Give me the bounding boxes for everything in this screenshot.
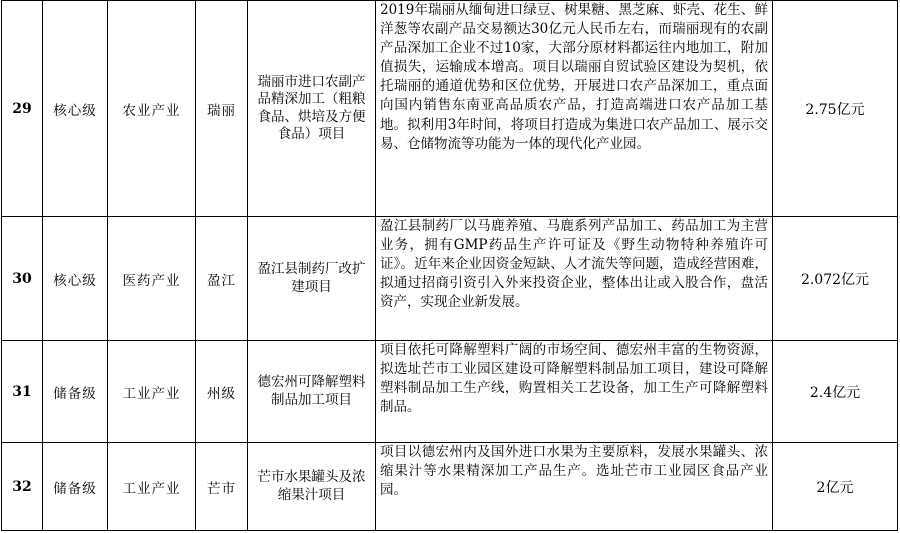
project-table: [1, 0, 898, 531]
project-level: 储备级: [43, 443, 108, 531]
project-location: 芒市: [196, 443, 248, 531]
table-row: [2, 341, 898, 443]
project-level: 核心级: [43, 217, 108, 341]
project-location: 瑞丽: [196, 1, 248, 217]
row-number: 32: [2, 443, 43, 531]
investment-amount: 2.4亿元: [773, 341, 898, 443]
project-description: 盈江县制药厂以马鹿养殖、马鹿系列产品加工、药品加工为主营业务，拥有GMP药品生产许可证及《野生动物特种养殖许可证》。近年来企业因资金短缺、人才流失等问题，造成经营困难，拟通过招商引资引入外来投资企业，整体出让或入股合作，盘活资产，实现企业新发展。: [376, 217, 773, 341]
project-description: 2019年瑞丽从缅甸进口绿豆、树果糖、黑芝麻、虾壳、花生、鲜洋葱等农副产品交易额达30亿元人民币左右，而瑞丽现有的农副产品深加工企业不过10家，大部分原材料都运往内地加工，附加值损失，运输成本增高。项目以瑞丽自贸试验区建设为契机，依托瑞丽的通道优势和区位优势，开展进口农产品深加工，重点面向国内销售东南亚高品质农产品，打造高端进口农产品加工基地。拟利用3年时间，将项目打造成为集进口农产品加工、展示交易、仓储物流等功能为一体的现代化产业园。: [376, 1, 773, 217]
project-level: 储备级: [43, 341, 108, 443]
industry-category: 工业产业: [108, 341, 196, 443]
project-location: 州级: [196, 341, 248, 443]
project-level: 核心级: [43, 1, 108, 217]
project-description: 项目依托可降解塑料广阔的市场空间、德宏州丰富的生物资源，拟选址芒市工业园区建设可降解塑料制品加工项目，建设可降解塑料制品加工生产线，购置相关工艺设备，加工生产可降解塑料制品。: [376, 341, 773, 443]
project-description: 项目以德宏州内及国外进口水果为主要原料，发展水果罐头、浓缩果汁等水果精深加工产品生产。选址芒市工业园区食品产业园。: [376, 443, 773, 531]
project-location: 盈江: [196, 217, 248, 341]
table-row: [2, 1, 898, 217]
row-number: 30: [2, 217, 43, 341]
investment-amount: 2.072亿元: [773, 217, 898, 341]
industry-category: 农业产业: [108, 1, 196, 217]
project-name: 德宏州可降解塑料制品加工项目: [248, 341, 376, 443]
project-name: 瑞丽市进口农副产品精深加工（粗粮食品、烘培及方便食品）项目: [248, 1, 376, 217]
investment-amount: 2.75亿元: [773, 1, 898, 217]
row-number: 29: [2, 1, 43, 217]
table-row: [2, 443, 898, 531]
industry-category: 工业产业: [108, 443, 196, 531]
project-name: 盈江县制药厂改扩建项目: [248, 217, 376, 341]
project-name: 芒市水果罐头及浓缩果汁项目: [248, 443, 376, 531]
investment-amount: 2亿元: [773, 443, 898, 531]
row-number: 31: [2, 341, 43, 443]
industry-category: 医药产业: [108, 217, 196, 341]
table-row: [2, 217, 898, 341]
